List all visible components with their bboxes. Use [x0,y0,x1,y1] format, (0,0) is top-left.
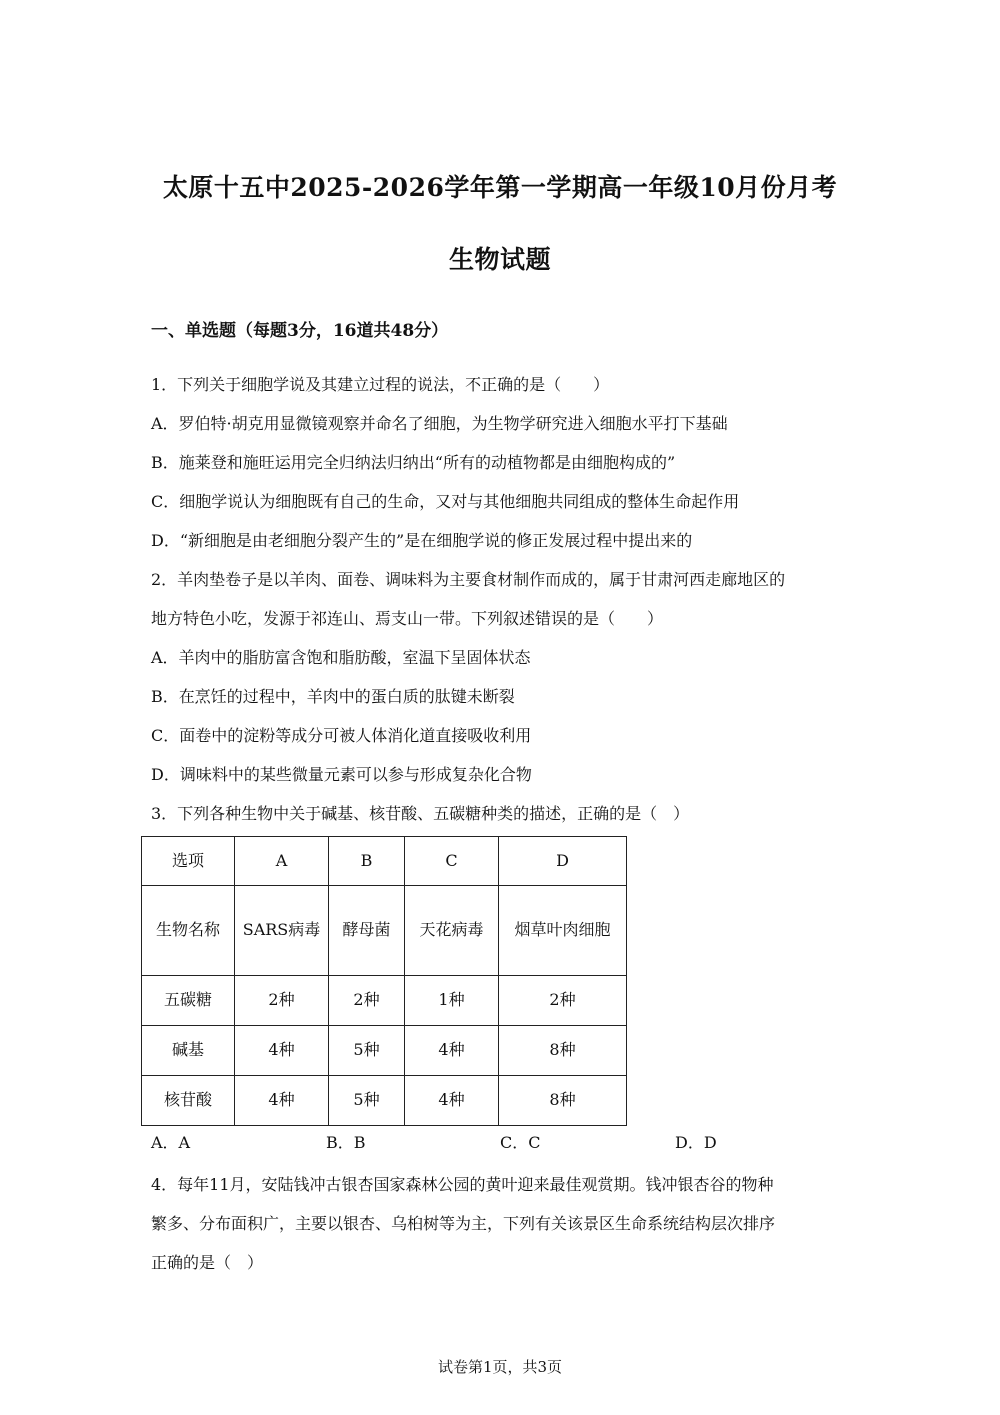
table-cell: 8种 [499,1026,627,1076]
q2-stem-line2: 地方特色小吃，发源于祁连山、焉支山一带。下列叙述错误的是（ ） [151,609,664,628]
table-cell: 5种 [329,1026,405,1076]
q2-stem-line1: 2．羊肉垫卷子是以羊肉、面卷、调味料为主要食材制作而成的，属于甘肃河西走廊地区的 [151,570,786,589]
table-cell: 生物名称 [142,886,235,976]
page-footer: 试卷第1页，共3页 [437,1358,563,1376]
q2-option-a: A．羊肉中的脂肪富含饱和脂肪酸，室温下呈固体状态 [151,648,531,667]
table-row [142,1076,627,1126]
q4-stem-line3: 正确的是（ ） [151,1253,264,1272]
section-heading: 一、单选题（每题3分，16道共48分） [151,321,449,341]
q3-answer-b: B．B [326,1133,366,1152]
table-cell: 2种 [329,976,405,1026]
table-cell: B [329,837,405,886]
q3-answer-c: C．C [500,1133,541,1152]
q1-option-b: B．施莱登和施旺运用完全归纳法归纳出“所有的动植物都是由细胞构成的” [151,453,676,472]
table-cell: 2种 [499,976,627,1026]
table-row [142,1026,627,1076]
table-cell: 酵母菌 [329,886,405,976]
table-header-row [142,837,627,886]
q1-option-c: C．细胞学说认为细胞既有自己的生命，又对与其他细胞共同组成的整体生命起作用 [151,492,740,511]
q3-answer-d: D．D [675,1133,717,1152]
q1-option-a: A．罗伯特·胡克用显微镜观察并命名了细胞，为生物学研究进入细胞水平打下基础 [151,414,728,433]
table-row [142,886,627,976]
table-cell: 4种 [405,1076,499,1126]
q2-option-c: C．面卷中的淀粉等成分可被人体消化道直接吸收利用 [151,726,532,745]
q4-stem-line2: 繁多、分布面积广，主要以银杏、乌桕树等为主，下列有关该景区生命系统结构层次排序 [151,1214,776,1233]
table-cell: 4种 [235,1076,329,1126]
table-row [142,976,627,1026]
table-cell: 核苷酸 [142,1076,235,1126]
table-cell: 2种 [235,976,329,1026]
table-cell: 1种 [405,976,499,1026]
q3-stem: 3．下列各种生物中关于碱基、核苷酸、五碳糖种类的描述，正确的是（ ） [151,804,690,823]
table-cell: 碱基 [142,1026,235,1076]
table-cell: A [235,837,329,886]
table-cell: 5种 [329,1076,405,1126]
table-cell: 五碳糖 [142,976,235,1026]
table-cell: C [405,837,499,886]
table-cell: D [499,837,627,886]
q1-option-d: D．“新细胞是由老细胞分裂产生的”是在细胞学说的修正发展过程中提出来的 [151,531,693,550]
q2-option-b: B．在烹饪的过程中，羊肉中的蛋白质的肽键未断裂 [151,687,515,706]
q3-table [141,836,627,1126]
q2-option-d: D．调味料中的某些微量元素可以参与形成复杂化合物 [151,765,532,784]
table-cell: 4种 [405,1026,499,1076]
table-cell: 4种 [235,1026,329,1076]
table-cell: 选项 [142,837,235,886]
q3-answer-a: A．A [151,1133,191,1152]
exam-title: 太原十五中2025-2026学年第一学期高一年级10月份月考 [162,173,838,202]
table-cell: 烟草叶肉细胞 [499,886,627,976]
q4-stem-line1: 4．每年11月，安陆钱冲古银杏国家森林公园的黄叶迎来最佳观赏期。钱冲银杏谷的物种 [151,1175,774,1194]
exam-subject: 生物试题 [448,245,551,274]
q1-stem: 1．下列关于细胞学说及其建立过程的说法，不正确的是（ ） [151,375,610,394]
table-cell: 天花病毒 [405,886,499,976]
table-cell: SARS病毒 [235,886,329,976]
table-cell: 8种 [499,1076,627,1126]
